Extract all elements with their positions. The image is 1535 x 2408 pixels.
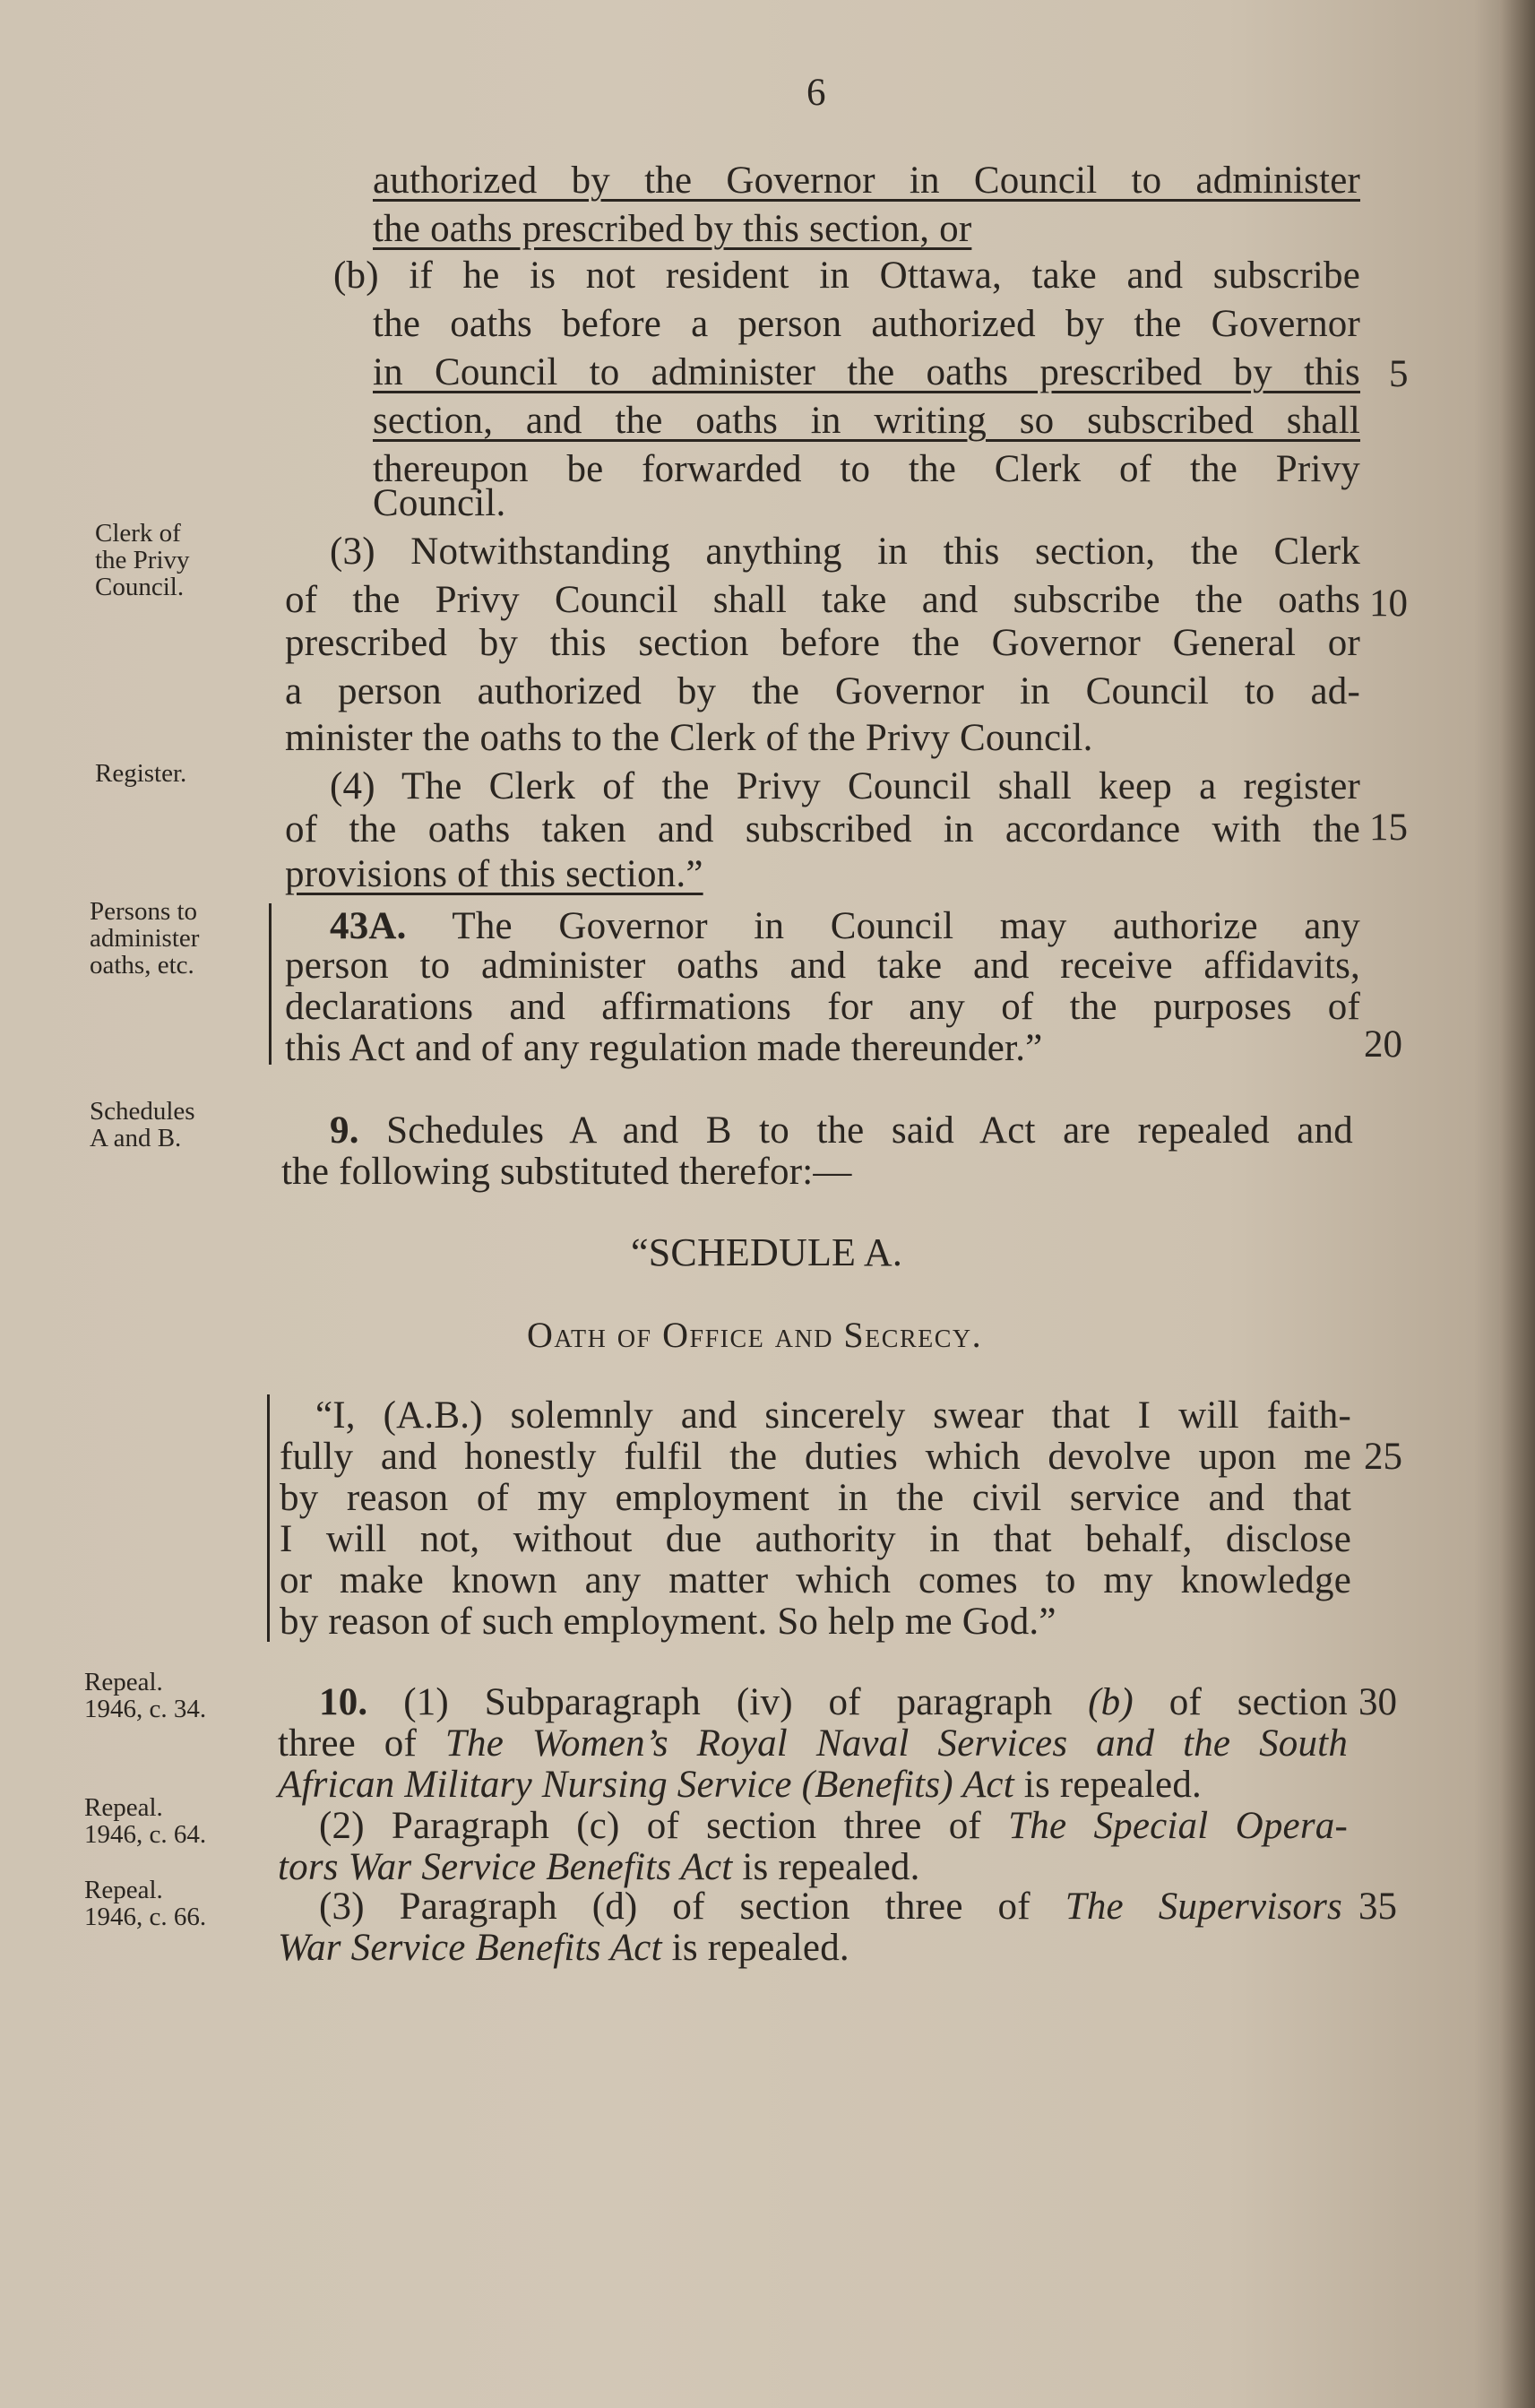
book-binding-edge: [1499, 0, 1535, 2408]
section-number-9: 9.: [330, 1109, 359, 1152]
text-line: prescribed by this section before the Governor General or: [285, 622, 1360, 664]
text-line: the oaths before a person authorized by the Governor: [373, 303, 1360, 345]
margin-note-clerk: Clerk of the Privy Council.: [95, 519, 190, 601]
text-line: section, and the oaths in writing so subscribed shall: [373, 400, 1360, 442]
text-line: person to administer oaths and take and receive affidavits,: [285, 945, 1360, 987]
line-number-10: 10: [1369, 583, 1408, 625]
text-line: a person authorized by the Governor in Council to ad-: [285, 670, 1360, 712]
text-line: the following substituted therefor:—: [281, 1151, 852, 1193]
text-line: (2) Paragraph (c) of section three of The Special Opera-: [319, 1805, 1348, 1847]
margin-note-persons: Persons to administer oaths, etc.: [90, 897, 200, 980]
text-line: by reason of my employment in the civil service and that: [280, 1477, 1351, 1519]
text-line: provisions of this section.”: [285, 853, 703, 895]
text-line: African Military Nursing Service (Benefits) Act is repealed.: [278, 1764, 1202, 1806]
change-bar-43a: [269, 903, 272, 1065]
text-line: this Act and of any regulation made thereunder.”: [285, 1027, 1043, 1069]
section-number-10: 10.: [319, 1681, 368, 1723]
line-number-30: 30: [1358, 1681, 1397, 1723]
text-line: of the oaths taken and subscribed in accordance with the: [285, 808, 1360, 850]
text-line: Council.: [373, 482, 506, 524]
text-line: of the Privy Council shall take and subscribe the oaths: [285, 579, 1360, 621]
text-line: thereupon be forwarded to the Clerk of the Privy: [373, 448, 1360, 490]
oath-heading: Oath of Office and Secrecy.: [527, 1315, 983, 1355]
text-line: 43A. The Governor in Council may authorize any: [330, 905, 1360, 947]
margin-note-register: Register.: [95, 759, 187, 788]
margin-note-repeal-3: Repeal. 1946, c. 66.: [84, 1876, 207, 1931]
text-line: declarations and affirmations for any of the purposes of: [285, 986, 1360, 1028]
change-bar-schedule: [267, 1394, 270, 1642]
text-line: minister the oaths to the Clerk of the Privy Council.: [285, 717, 1093, 759]
margin-note-repeal-1: Repeal. 1946, c. 34.: [84, 1668, 207, 1723]
text-line: I will not, without due authority in that behalf, disclose: [280, 1518, 1351, 1560]
line-number-35: 35: [1358, 1886, 1397, 1928]
line-number-15: 15: [1369, 807, 1408, 849]
text-line: three of The Women’s Royal Naval Services and the South: [278, 1722, 1349, 1765]
margin-note-repeal-2: Repeal. 1946, c. 64.: [84, 1793, 207, 1849]
text-line: (b) if he is not resident in Ottawa, take and subscribe: [333, 255, 1360, 297]
text-line: the oaths prescribed by this section, or: [373, 208, 972, 250]
text-line: fully and honestly fulfil the duties which devolve upon me: [280, 1436, 1351, 1478]
line-number-25: 25: [1364, 1436, 1402, 1478]
text-line: by reason of such employment. So help me God.”: [280, 1601, 1056, 1643]
text-line: (4) The Clerk of the Privy Council shall keep a register: [330, 765, 1360, 807]
text-line: or make known any matter which comes to my knowledge: [280, 1559, 1351, 1601]
page-number: 6: [806, 72, 826, 114]
text-line: “I, (A.B.) solemnly and sincerely swear that I will faith-: [315, 1394, 1351, 1437]
text-line: (3) Notwithstanding anything in this section, the Clerk: [330, 531, 1360, 573]
text-line: (3) Paragraph (d) of section three of The Supervisors: [319, 1886, 1342, 1928]
section-number-43a: 43A.: [330, 905, 407, 947]
text-line: tors War Service Benefits Act is repealed.: [278, 1846, 920, 1888]
margin-note-schedules: Schedules A and B.: [90, 1097, 195, 1152]
text-line: in Council to administer the oaths prescribed by this: [373, 351, 1360, 393]
text-line: 10. (1) Subparagraph (iv) of paragraph (b) of section: [319, 1681, 1349, 1723]
line-number-5: 5: [1389, 353, 1409, 395]
text-line: 9. Schedules A and B to the said Act are repealed and: [330, 1109, 1353, 1152]
text-line: War Service Benefits Act is repealed.: [278, 1927, 849, 1969]
line-number-20: 20: [1364, 1023, 1402, 1066]
text-line: authorized by the Governor in Council to administer: [373, 160, 1360, 202]
schedule-heading: “SCHEDULE A.: [631, 1230, 903, 1274]
